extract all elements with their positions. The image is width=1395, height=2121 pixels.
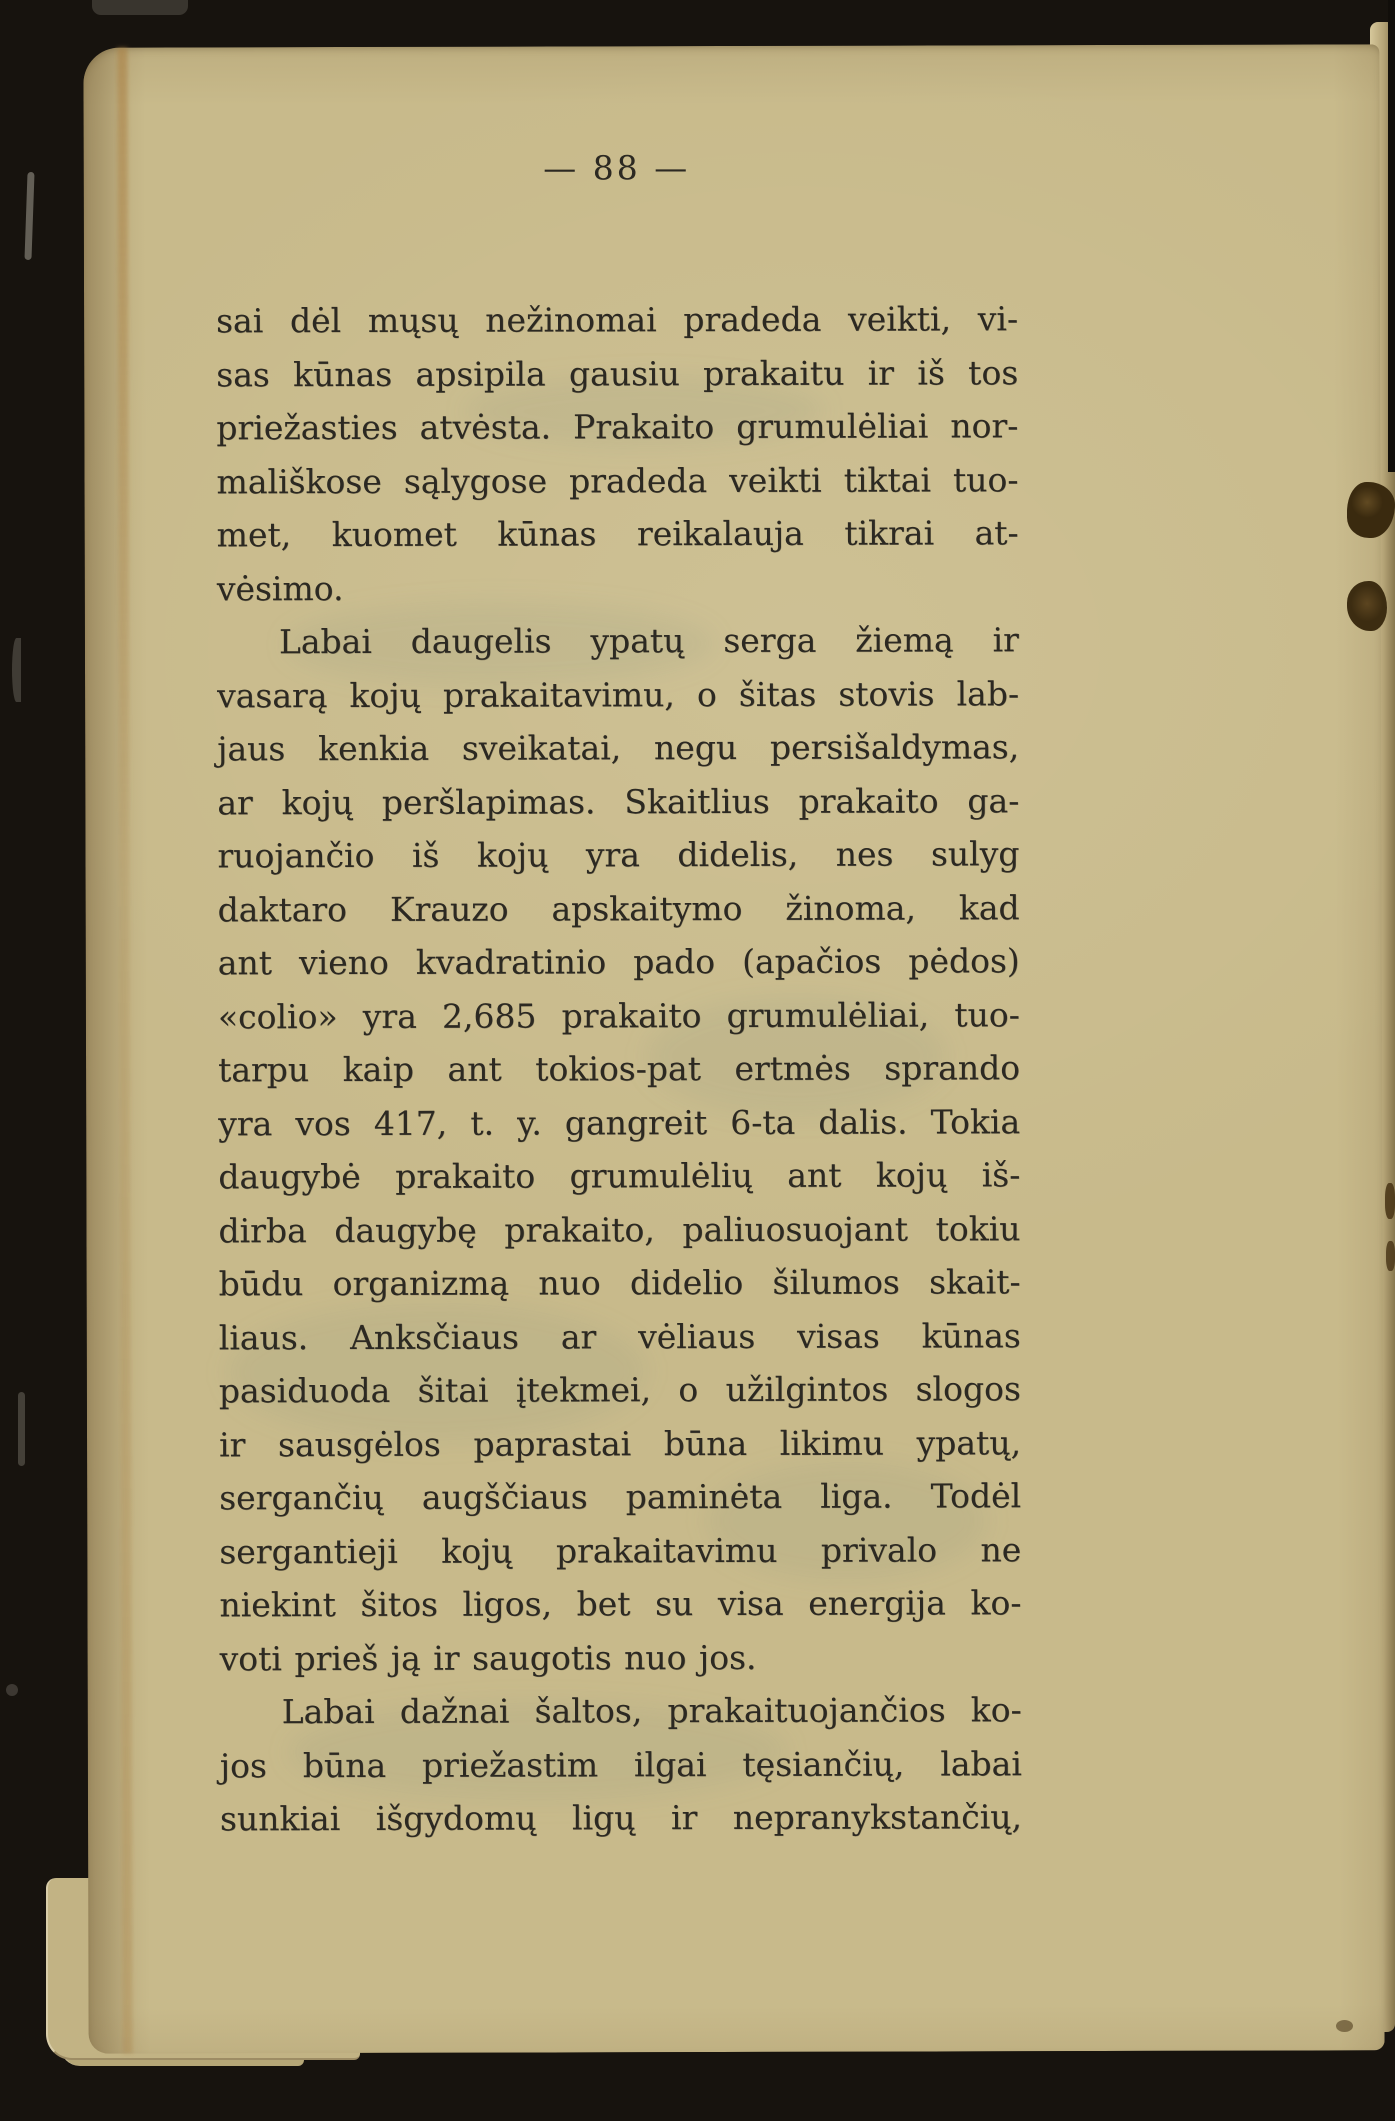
text-line: niekint šitos ligos, bet su visa energija ko- xyxy=(219,1583,1022,1625)
text-line: būdu organizmą nuo didelio šilumos skait- xyxy=(218,1262,1021,1304)
text-line: priežasties atvėsta. Prakaito grumulėliai nor- xyxy=(216,406,1019,448)
ink-stain xyxy=(1385,1183,1395,1219)
text-line: vėsimo. xyxy=(216,568,344,608)
text-line: sunkiai išgydomų ligų ir nepranykstančių, xyxy=(219,1797,1023,1839)
book-page xyxy=(83,44,1384,2053)
text-line: sergančių augščiaus paminėta liga. Todėl xyxy=(219,1476,1022,1518)
text-line: tarpu kaip ant tokios-pat ertmės sprando xyxy=(218,1048,1021,1090)
text-line: daugybė prakaito grumulėlių ant kojų iš- xyxy=(218,1155,1021,1197)
text-line: «colio» yra 2,685 prakaito grumulėliai, tuo- xyxy=(217,994,1020,1036)
ink-stain xyxy=(1347,581,1387,631)
text-line: jaus kenkia sveikatai, negu persišaldymas, xyxy=(217,727,1020,769)
text-line: ar kojų peršlapimas. Skaitlius prakaito ga- xyxy=(217,780,1020,822)
text-line: sergantieji kojų prakaitavimu privalo ne xyxy=(219,1529,1022,1571)
text-line: Labai daugelis ypatų serga žiemą ir xyxy=(278,620,1019,662)
text-line: ruojančio iš kojų yra didelis, nes sulyg xyxy=(217,834,1020,876)
text-line: mališkose sąlygose pradeda veikti tiktai tuo- xyxy=(216,459,1019,501)
ink-stain xyxy=(1336,2020,1353,2032)
text-line: Labai dažnai šaltos, prakaituojančios ko- xyxy=(281,1690,1022,1732)
text-line: met, kuomet kūnas reikalauja tikrai at- xyxy=(216,513,1019,555)
text-line: ir sausgėlos paprastai būna likimu ypatų, xyxy=(218,1422,1022,1464)
scan-artifact-tab xyxy=(92,0,188,15)
page-text xyxy=(216,292,1022,1846)
text-line: sas kūnas apsipila gausiu prakaitu ir iš tos xyxy=(216,352,1019,394)
ink-stain xyxy=(1386,1241,1395,1271)
scan-artifact-mark xyxy=(6,1684,18,1696)
page-number: — 88 — xyxy=(543,148,691,188)
scan-artifact-mark xyxy=(24,172,34,260)
text-line: vasarą kojų prakaitavimu, o šitas stovis lab- xyxy=(217,673,1020,715)
text-line: jos būna priežastim ilgai tęsiančių, labai xyxy=(219,1743,1022,1785)
text-line: pasiduoda šitai įtekmei, o užilgintos slogos xyxy=(218,1369,1021,1411)
text-line: liaus. Anksčiaus ar vėliaus visas kūnas xyxy=(218,1315,1021,1357)
scan-frame-edge xyxy=(1388,0,1395,472)
text-line: ant vieno kvadratinio pado (apačios pėdos) xyxy=(217,941,1020,983)
text-line: voti prieš ją ir saugotis nuo jos. xyxy=(219,1637,757,1678)
scan-artifact-mark xyxy=(12,638,21,702)
text-line: dirba daugybę prakaito, paliuosuojant tokiu xyxy=(218,1208,1021,1250)
text-line: daktaro Krauzo apskaitymo žinoma, kad xyxy=(217,887,1020,929)
text-line: sai dėl mųsų nežinomai pradeda veikti, vi- xyxy=(216,299,1019,341)
text-line: yra vos 417, t. y. gangreit 6-ta dalis. Tokia xyxy=(218,1101,1021,1143)
scan-artifact-mark xyxy=(18,1392,25,1466)
